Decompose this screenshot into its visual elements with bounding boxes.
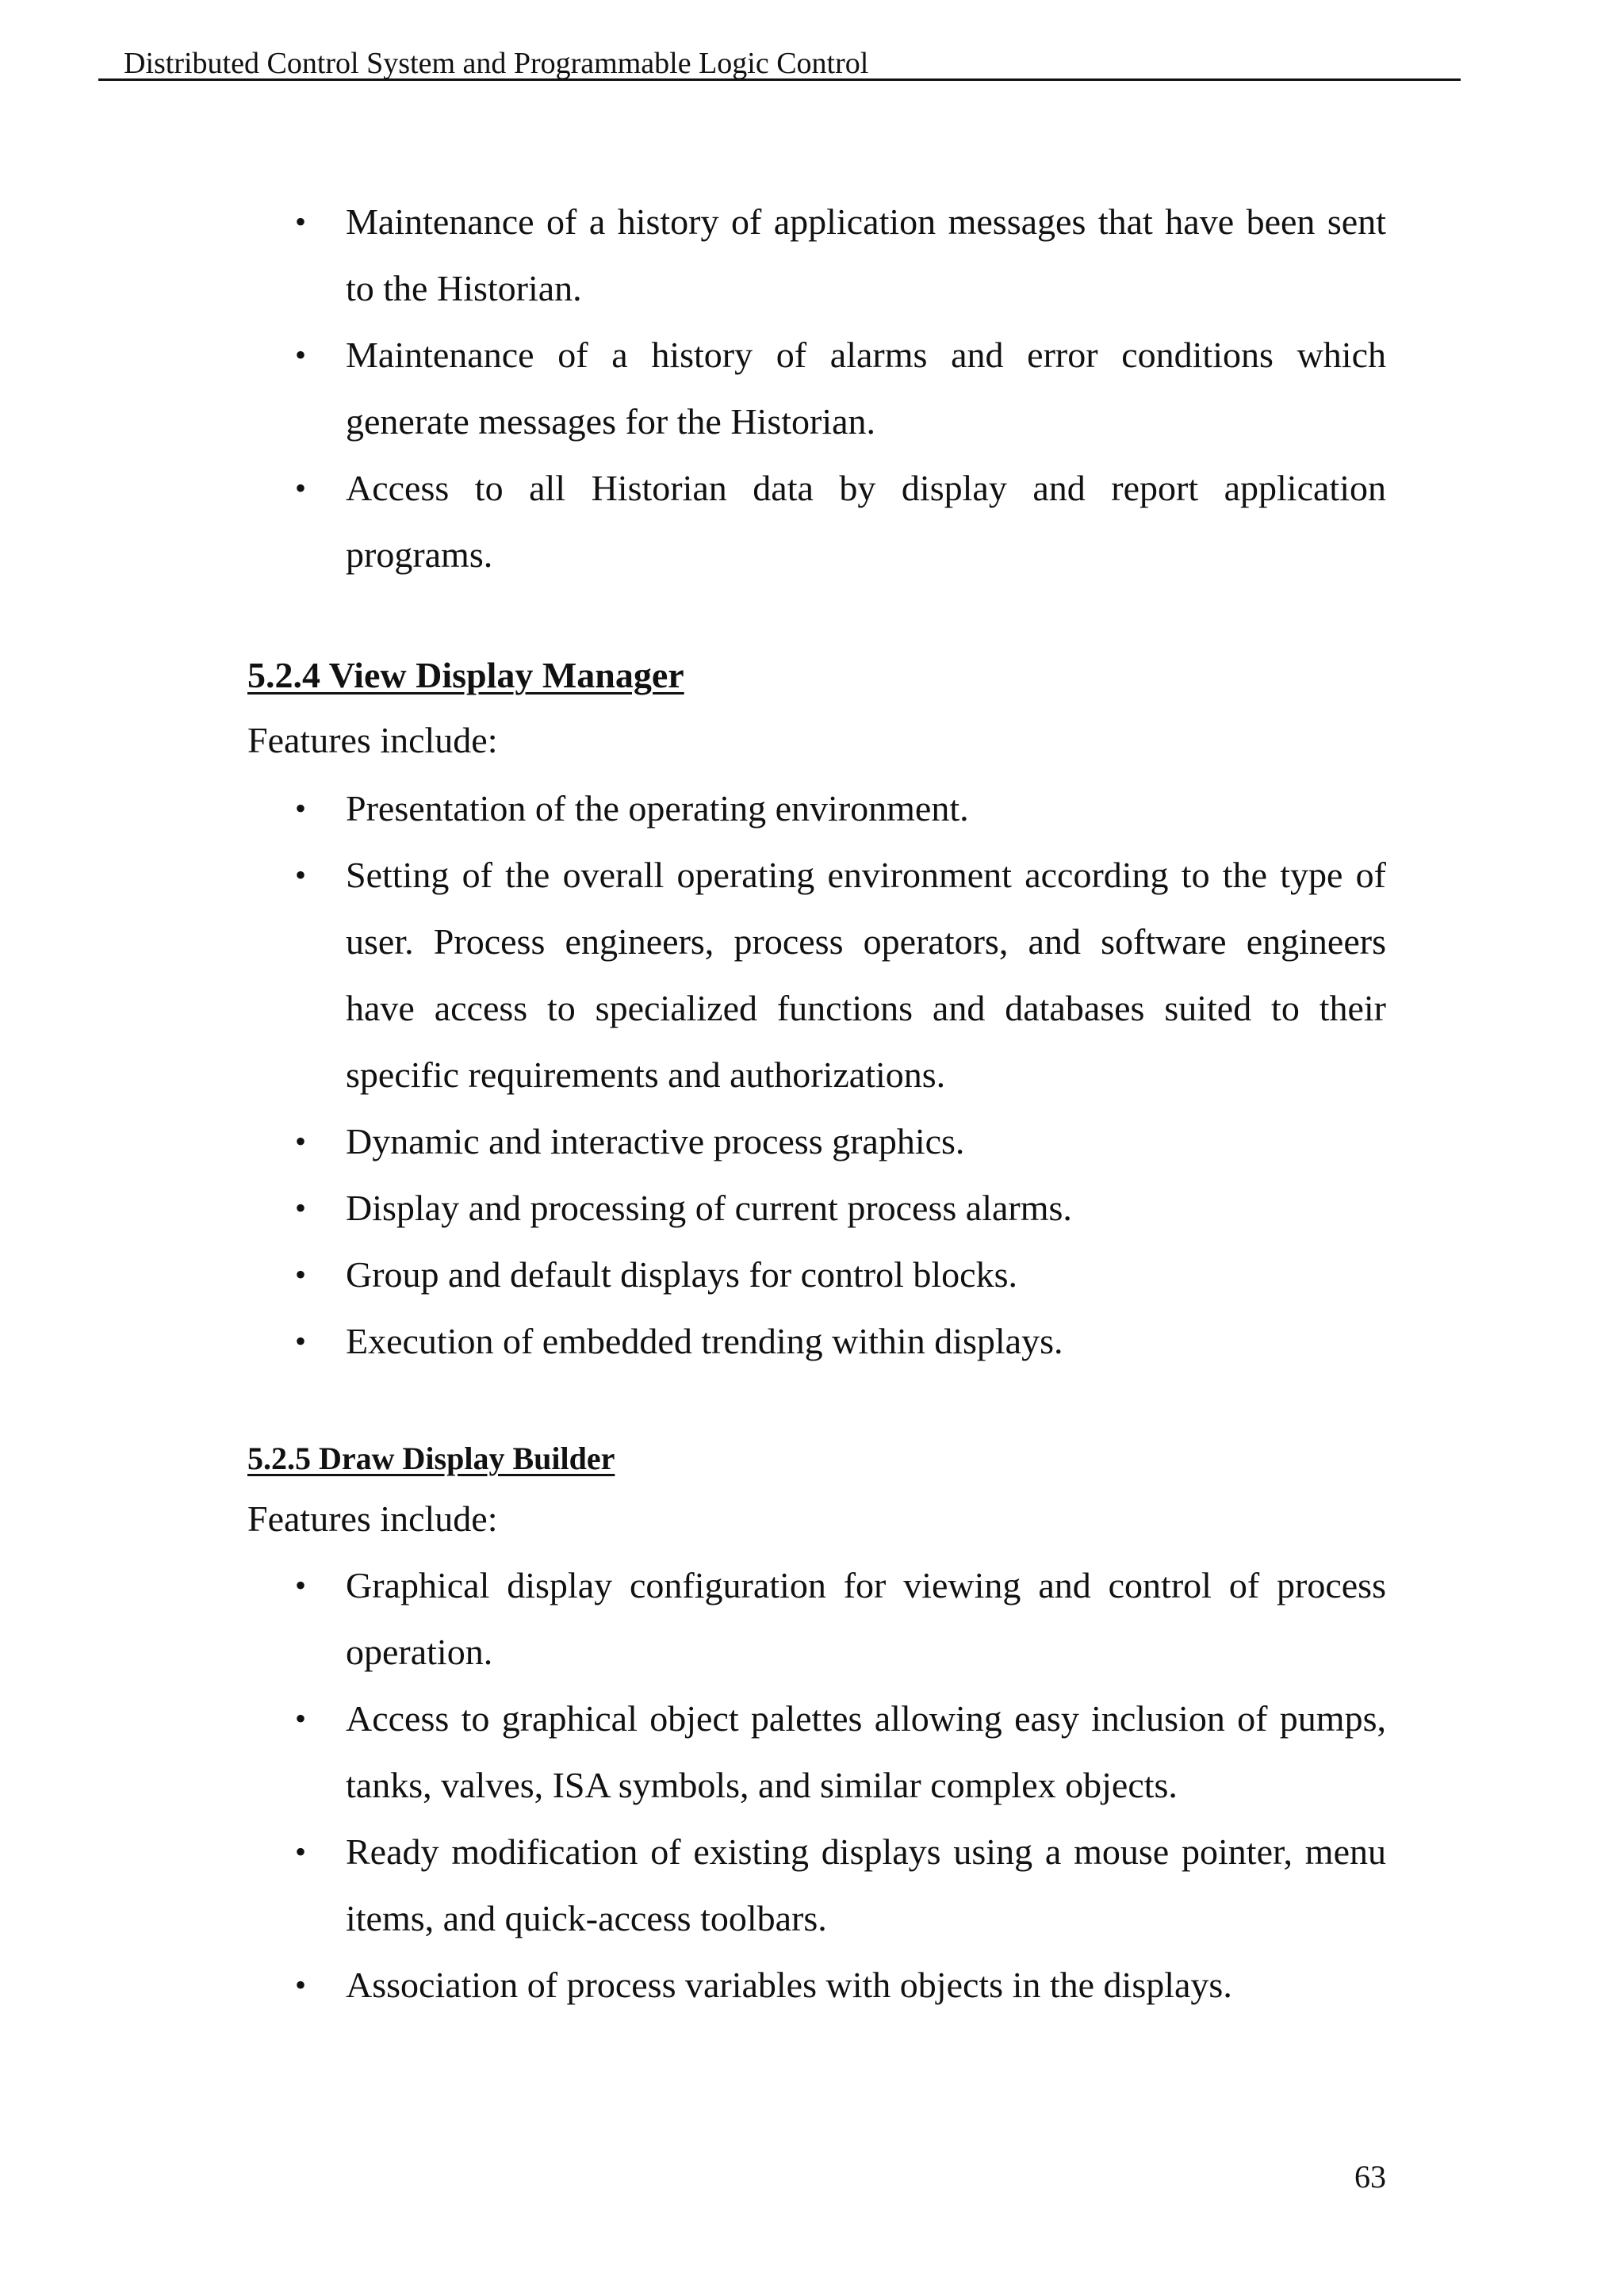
list-item [247,1552,1386,1686]
section-heading-view-display-manager: 5.2.4 View Display Manager [247,655,684,695]
list-item-text: Execution of embedded trending within displays. [346,1321,1063,1361]
bullet-icon: • [295,1701,307,1736]
bullet-icon: • [295,204,307,239]
list-item-text: Access to all Historian data by display and report application programs. [346,468,1386,575]
bullet-icon: • [295,1323,307,1359]
view-display-manager-feature-list [247,775,1386,1375]
list-item [247,189,1386,322]
list-item-text: Maintenance of a history of alarms and error conditions which generate messages for the Historian. [346,335,1386,442]
list-item [247,1308,1386,1375]
list-item [247,1952,1386,2019]
list-item [247,1686,1386,1819]
list-item [247,455,1386,588]
list-item [247,1175,1386,1242]
bullet-icon: • [295,1567,307,1603]
section-intro: Features include: [247,720,498,760]
list-item-text: Setting of the overall operating environment according to the type of user. Process engineers, process operators, and software engineers have access to specialized functions and databases suited to their specific requirements and authorizations. [346,855,1386,1095]
bullet-icon: • [295,1967,307,2003]
list-item-text: Display and processing of current process alarms. [346,1188,1072,1228]
draw-display-builder-feature-list [247,1552,1386,2019]
list-item [247,322,1386,455]
bullet-icon: • [295,1834,307,1869]
bullet-icon: • [295,1123,307,1159]
bullet-icon: • [295,857,307,893]
section-intro: Features include: [247,1498,498,1539]
list-item-text: Access to graphical object palettes allowing easy inclusion of pumps, tanks, valves, ISA symbols, and similar complex objects. [346,1698,1386,1805]
list-item-text: Graphical display configuration for viewing and control of process operation. [346,1565,1386,1672]
list-item-text: Maintenance of a history of application messages that have been sent to the Historian. [346,201,1386,308]
bullet-icon: • [295,470,307,506]
running-header [98,44,1461,81]
list-item-text: Presentation of the operating environment. [346,788,969,828]
list-item-text: Ready modification of existing displays using a mouse pointer, menu items, and quick-access toolbars. [346,1831,1386,1938]
list-item [247,1108,1386,1175]
list-item [247,842,1386,1108]
bullet-icon: • [295,790,307,826]
bullet-icon: • [295,1257,307,1292]
bullet-icon: • [295,337,307,373]
section-heading-draw-display-builder: 5.2.5 Draw Display Builder [247,1441,615,1476]
historian-feature-list [247,189,1386,588]
list-item [247,775,1386,842]
list-item-text: Dynamic and interactive process graphics. [346,1121,965,1161]
list-item [247,1242,1386,1308]
list-item-text: Group and default displays for control blocks. [346,1254,1017,1295]
page-number: 63 [1354,2159,1386,2195]
running-header-title: Distributed Control System and Programmable Logic Control [124,47,869,80]
list-item-text: Association of process variables with objects in the displays. [346,1965,1232,2005]
bullet-icon: • [295,1190,307,1226]
list-item [247,1819,1386,1952]
